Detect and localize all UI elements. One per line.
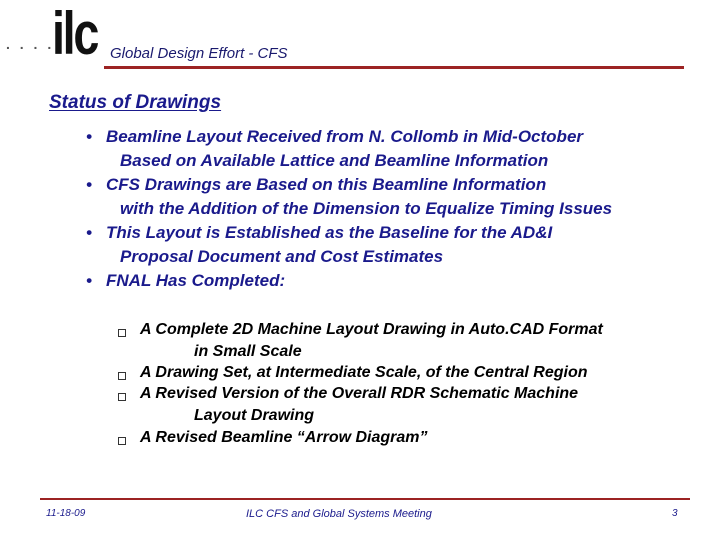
sub-item: [140, 427, 670, 449]
sub-item: [140, 383, 670, 426]
footer-divider: [40, 498, 690, 500]
sub-item-line: A Revised Beamline “Arrow Diagram”: [140, 429, 428, 446]
bullet-line: This Layout is Established as the Baseline for the AD&I: [106, 223, 553, 242]
checkbox-square-icon: [118, 329, 126, 337]
checkbox-square-icon: [118, 437, 126, 445]
checkbox-square-icon: [118, 372, 126, 380]
bullet-marker: •: [86, 175, 92, 194]
bullet-continuation: Based on Available Lattice and Beamline Information: [120, 151, 549, 170]
bullet-line: CFS Drawings are Based on this Beamline Information: [106, 175, 547, 194]
bullet-line: FNAL Has Completed:: [106, 271, 286, 290]
sub-item-continuation: Layout Drawing: [194, 406, 315, 424]
bullet-item: [86, 125, 686, 173]
sub-item-line: A Drawing Set, at Intermediate Scale, of the Central Region: [140, 364, 588, 381]
slide-title: Status of Drawings: [49, 92, 222, 113]
bullet-item: [86, 173, 686, 221]
bullet-line: Beamline Layout Received from N. Collomb in Mid-October: [106, 127, 584, 146]
sub-item-line: A Revised Version of the Overall RDR Schematic Machine: [140, 385, 579, 402]
bullet-list: [86, 125, 686, 293]
bullet-continuation: Proposal Document and Cost Estimates: [120, 247, 444, 266]
bullet-marker: •: [86, 223, 92, 242]
footer-date: 11-18-09: [46, 508, 86, 519]
header-divider: [104, 66, 684, 69]
checkbox-square-icon: [118, 393, 126, 401]
sub-item: [140, 362, 670, 384]
sub-item-continuation: in Small Scale: [194, 342, 302, 360]
bullet-item: [86, 221, 686, 269]
bullet-item: [86, 269, 686, 293]
ilc-logo: ilc: [52, 0, 98, 67]
bullet-marker: •: [86, 271, 92, 290]
bullet-marker: •: [86, 127, 92, 146]
logo-dots: . . . .: [6, 36, 55, 52]
sub-item: [140, 319, 670, 362]
footer-meeting-title: ILC CFS and Global Systems Meeting: [246, 508, 432, 520]
bullet-continuation: with the Addition of the Dimension to Equalize Timing Issues: [120, 199, 613, 218]
sub-item-line: A Complete 2D Machine Layout Drawing in Auto.CAD Format: [140, 321, 603, 338]
header-title: Global Design Effort - CFS: [110, 45, 288, 62]
page-number: 3: [672, 508, 678, 519]
